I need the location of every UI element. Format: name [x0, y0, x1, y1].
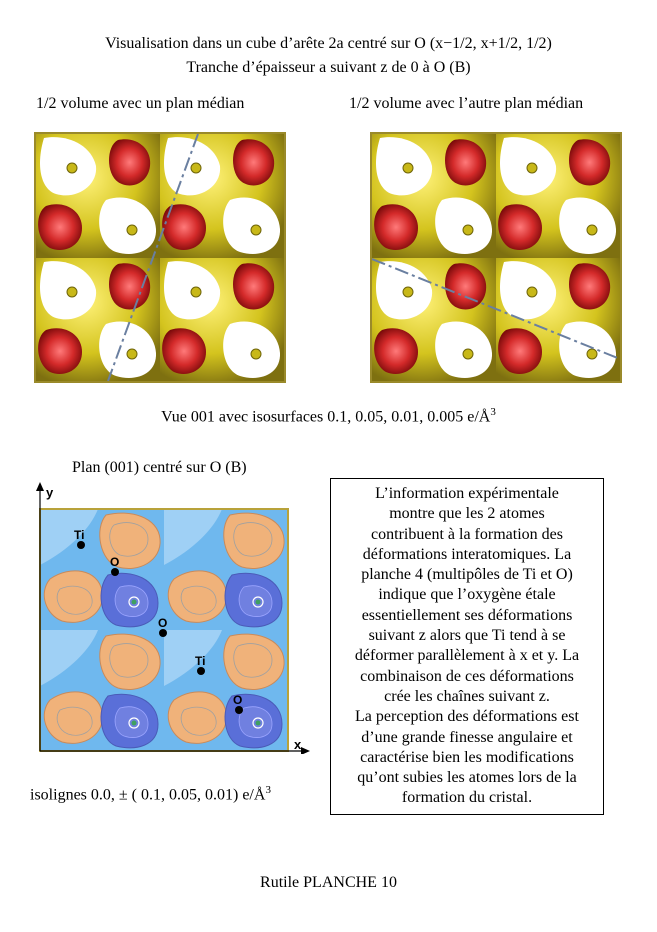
map-title: Plan (001) centré sur O (B): [72, 459, 247, 476]
info-line: combinaison de ces déformations: [360, 667, 574, 685]
atom-label-ti-1: Ti: [74, 528, 85, 542]
map-axis-x-label: x: [294, 737, 302, 752]
info-line: crée les chaînes suivant z.: [384, 687, 550, 705]
info-line: déformer parallèlement à x et y. La: [354, 647, 580, 665]
info-line: La perception des déformations est: [355, 708, 579, 726]
info-line: essentiellement ses déformations: [361, 606, 573, 624]
map-axis-y-label: y: [46, 485, 54, 500]
page-title-line-1: Visualisation dans un cube d’arête 2a centré sur O (x−1/2, x+1/2, 1/2): [105, 35, 552, 52]
isosurface-caption: Vue 001 avec isosurfaces 0.1, 0.05, 0.01, 0.005 $e/Å^3$: [161, 406, 496, 426]
info-line: déformations interatomiques. La: [362, 545, 572, 563]
info-line: contribuent à la formation des: [371, 525, 563, 543]
info-line: qu’ont subies les atomes lors de la: [357, 769, 577, 787]
atom-label-o-3: O: [233, 693, 243, 707]
info-line: planche 4 (multipôles de Ti et O): [361, 566, 573, 584]
page-footer: Rutile PLANCHE 10: [260, 874, 397, 891]
atom-label-o-2: O: [158, 616, 168, 630]
info-line: formation du cristal.: [401, 789, 533, 807]
isosurface-panel-left: [34, 132, 286, 383]
right-panel-label: 1/2 volume avec l’autre plan médian: [349, 95, 584, 112]
info-line: L’information expérimentale: [375, 485, 559, 502]
page-title-line-2: Tranche d’épaisseur a suivant z de 0 à O (B): [186, 59, 471, 76]
info-line: caractérise bien les modifications: [360, 748, 574, 766]
atom-label-ti-2: Ti: [195, 654, 206, 668]
info-line: suivant z alors que Ti tend à se: [368, 627, 566, 645]
left-panel-label: 1/2 volume avec un plan médian: [36, 95, 245, 112]
info-line: montre que les 2 atomes: [389, 505, 545, 523]
isolines-caption: isolignes 0.0, ± ( 0.1, 0.05, 0.01) $e/Å^3$: [30, 784, 271, 804]
contour-map: [30, 482, 310, 754]
info-line: d’une grande finesse angulaire et: [361, 728, 573, 746]
atom-label-o-1: O: [110, 555, 120, 569]
info-text-box: [330, 478, 604, 815]
info-line: indique que l’oxygène étale: [378, 586, 556, 604]
isosurface-panel-right: [370, 132, 622, 383]
